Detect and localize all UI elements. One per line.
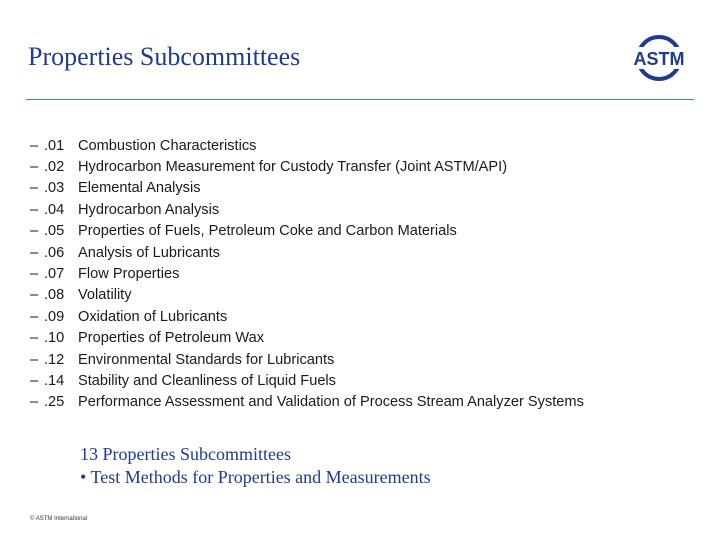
subcommittee-name: Elemental Analysis: [78, 180, 201, 197]
subcommittee-name: Environmental Standards for Lubricants: [78, 351, 335, 368]
copyright-footer: © ASTM International: [30, 516, 88, 522]
list-item: [30, 221, 584, 242]
summary: [80, 443, 431, 489]
list-item: [30, 392, 584, 413]
list-item: [30, 349, 584, 370]
bullet-dash: –: [30, 180, 39, 197]
title-divider: [26, 99, 694, 100]
list-item: [30, 156, 584, 177]
list-item: [30, 328, 584, 349]
subcommittee-name: Performance Assessment and Validation of Process Stream Analyzer Systems: [78, 394, 584, 411]
bullet-dash: –: [30, 159, 39, 176]
list-item: [30, 306, 584, 327]
bullet-dash: –: [30, 223, 39, 240]
subcommittee-name: Combustion Characteristics: [78, 137, 257, 154]
list-item: [30, 242, 584, 263]
subcommittee-code: .02: [44, 159, 65, 176]
list-item: [30, 199, 584, 220]
subcommittee-code: .12: [44, 351, 65, 368]
bullet-dash: –: [30, 351, 39, 368]
list-item: [30, 370, 584, 391]
subcommittee-code: .07: [44, 266, 65, 283]
subcommittee-name: Volatility: [78, 287, 132, 304]
bullet-dash: –: [30, 308, 39, 325]
subcommittee-name: Stability and Cleanliness of Liquid Fuels: [78, 372, 336, 389]
subcommittee-name: Properties of Fuels, Petroleum Coke and Carbon Materials: [78, 223, 457, 240]
subcommittee-code: .06: [44, 244, 65, 261]
subcommittee-code: .01: [44, 137, 65, 154]
list-item: [30, 263, 584, 284]
subcommittee-code: .05: [44, 223, 65, 240]
subcommittee-code: .10: [44, 330, 65, 347]
page-title: Properties Subcommittees: [28, 42, 301, 71]
logo-text: ASTM: [633, 49, 685, 69]
summary-line-1: 13 Properties Subcommittees: [80, 444, 291, 464]
subcommittee-code: .25: [44, 394, 65, 411]
subcommittee-code: .03: [44, 180, 65, 197]
bullet-dash: –: [30, 394, 39, 411]
bullet-dash: –: [30, 137, 39, 154]
subcommittee-list: [30, 135, 584, 413]
subcommittee-name: Properties of Petroleum Wax: [78, 330, 265, 347]
subcommittee-code: .08: [44, 287, 65, 304]
bullet-dash: –: [30, 266, 39, 283]
bullet-dash: –: [30, 244, 39, 261]
list-item: [30, 135, 584, 156]
list-item: [30, 178, 584, 199]
bullet-dash: –: [30, 287, 39, 304]
subcommittee-name: Flow Properties: [78, 266, 180, 283]
subcommittee-code: .09: [44, 308, 65, 325]
subcommittee-name: Oxidation of Lubricants: [78, 308, 228, 325]
list-item: [30, 285, 584, 306]
summary-line-2: • Test Methods for Properties and Measurements: [80, 467, 431, 487]
subcommittee-name: Hydrocarbon Measurement for Custody Transfer (Joint ASTM/API): [78, 159, 508, 176]
subcommittee-name: Hydrocarbon Analysis: [78, 201, 220, 218]
astm-logo: [628, 34, 690, 82]
subcommittee-code: .04: [44, 201, 65, 218]
bullet-dash: –: [30, 372, 39, 389]
subcommittee-name: Analysis of Lubricants: [78, 244, 220, 261]
bullet-dash: –: [30, 201, 39, 218]
bullet-dash: –: [30, 330, 39, 347]
subcommittee-code: .14: [44, 372, 65, 389]
